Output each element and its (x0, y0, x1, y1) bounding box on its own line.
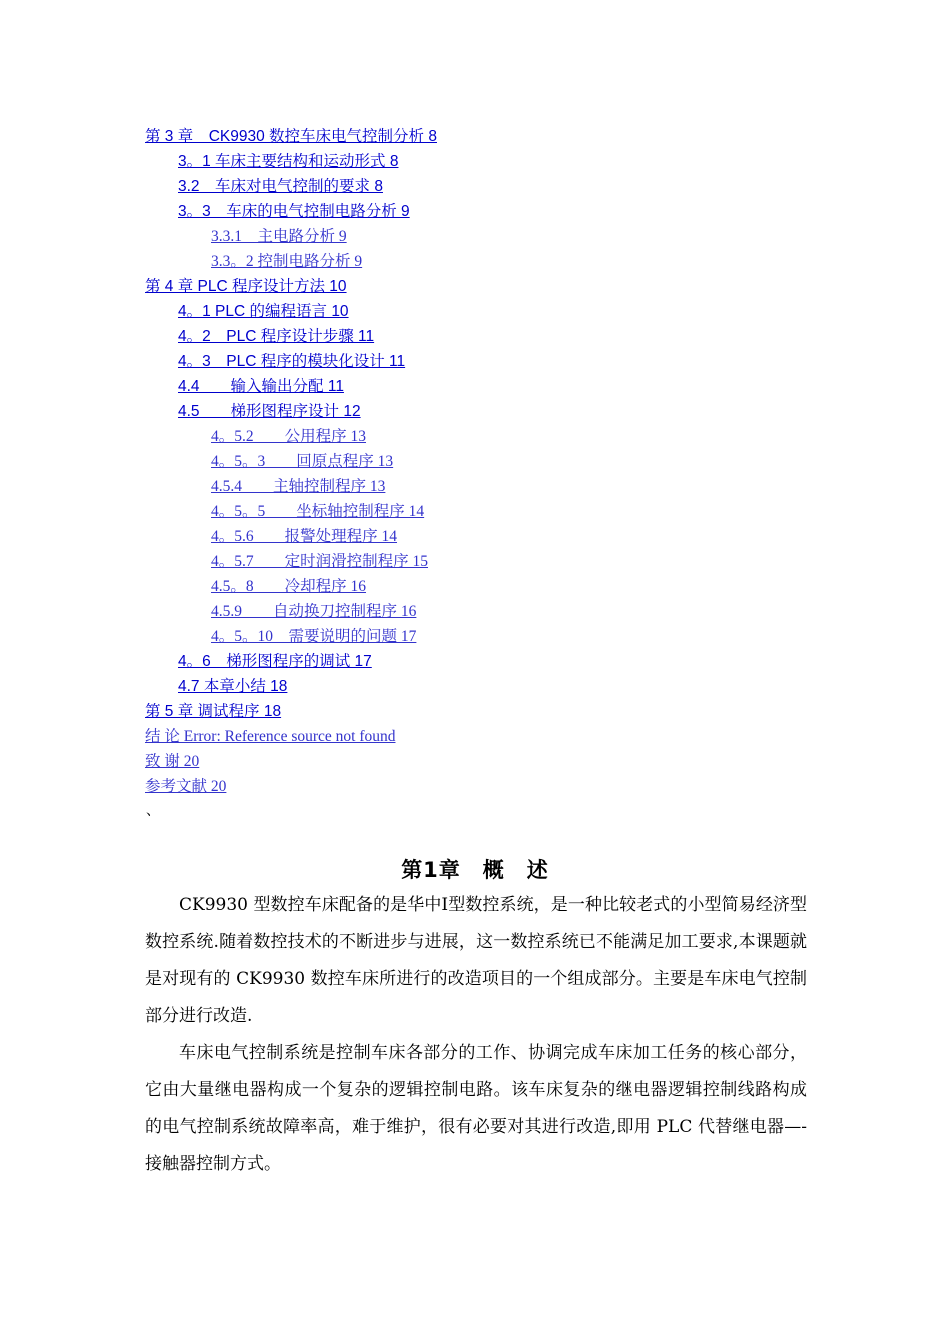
toc-entry-conclusion[interactable]: 结 论 Error: Reference source not found (145, 728, 396, 745)
toc-entry-4-7[interactable]: 4.7 本章小结 18 (178, 678, 288, 695)
toc-entry-4-5-2[interactable]: 4。5.2 公用程序 13 (211, 428, 367, 445)
toc-entry-4-5-10[interactable]: 4。5。10 需要说明的问题 17 (211, 628, 417, 645)
toc-entry-3-1[interactable]: 3。1 车床主要结构和运动形式 8 (178, 153, 399, 170)
toc-entry-chapter-5[interactable]: 第 5 章 调试程序 18 (145, 703, 282, 720)
toc-entry-4-5-8[interactable]: 4.5。8 冷却程序 16 (211, 578, 367, 595)
toc-entry-chapter-4[interactable]: 第 4 章 PLC 程序设计方法 10 (145, 278, 347, 295)
chapter-title: 第1章 概 述 (401, 858, 549, 883)
toc-entry-4-3[interactable]: 4。3 PLC 程序的模块化设计 11 (178, 353, 406, 370)
toc-entry-references[interactable]: 参考文献 20 (145, 778, 227, 795)
toc-entry-4-4[interactable]: 4.4 输入输出分配 11 (178, 378, 344, 395)
paragraph-2: 车床电气控制系统是控制车床各部分的工作、协调完成车床加工任务的核心部分，它由大量继电器构成一个复杂的逻辑控制电路。该车床复杂的继电器逻辑控制线路构成的电气控制系统故障率高，难于维护，很有必要对其进行改造,即用 PLC 代替继电器—-接触器控制方式。 (145, 1043, 807, 1174)
toc-entry-4-5-4[interactable]: 4.5.4 主轴控制程序 13 (211, 478, 386, 495)
chapter-body (145, 887, 807, 1183)
paragraph-1: CK9930 型数控车床配备的是华中Ⅰ型数控系统，是一种比较老式的小型简易经济型数控系统.随着数控技术的不断进步与进展，这一数控系统已不能满足加工要求,本课题就是对现有的 CK9930 数控车床所进行的改造项目的一个组成部分。主要是车床电气控制部分进行改造. (145, 895, 807, 1026)
stray-punctuation-mark: 、 (146, 804, 160, 819)
toc-entry-4-2[interactable]: 4。2 PLC 程序设计步骤 11 (178, 328, 375, 345)
toc-entry-3-2[interactable]: 3.2 车床对电气控制的要求 8 (178, 178, 383, 195)
toc-entry-4-5-5[interactable]: 4。5。5 坐标轴控制程序 14 (211, 503, 425, 520)
toc-entry-3-3-1[interactable]: 3.3.1 主电路分析 9 (211, 228, 347, 245)
toc-entry-4-6[interactable]: 4。6 梯形图程序的调试 17 (178, 653, 372, 670)
toc-entry-4-5-7[interactable]: 4。5.7 定时润滑控制程序 15 (211, 553, 429, 570)
toc-entry-4-5-6[interactable]: 4。5.6 报警处理程序 14 (211, 528, 398, 545)
toc-entry-3-3-2[interactable]: 3.3。2 控制电路分析 9 (211, 253, 363, 270)
toc-entry-chapter-3[interactable]: 第 3 章 CK9930 数控车床电气控制分析 8 (145, 128, 437, 145)
toc-entry-4-5[interactable]: 4.5 梯形图程序设计 12 (178, 403, 361, 420)
toc-entry-4-5-3[interactable]: 4。5。3 回原点程序 13 (211, 453, 394, 470)
table-of-contents (145, 124, 845, 799)
toc-entry-4-5-9[interactable]: 4.5.9 自动换刀控制程序 16 (211, 603, 417, 620)
toc-entry-3-3[interactable]: 3。3 车床的电气控制电路分析 9 (178, 203, 410, 220)
toc-entry-4-1[interactable]: 4。1 PLC 的编程语言 10 (178, 303, 349, 320)
toc-entry-acknowledgements[interactable]: 致 谢 20 (145, 753, 200, 770)
